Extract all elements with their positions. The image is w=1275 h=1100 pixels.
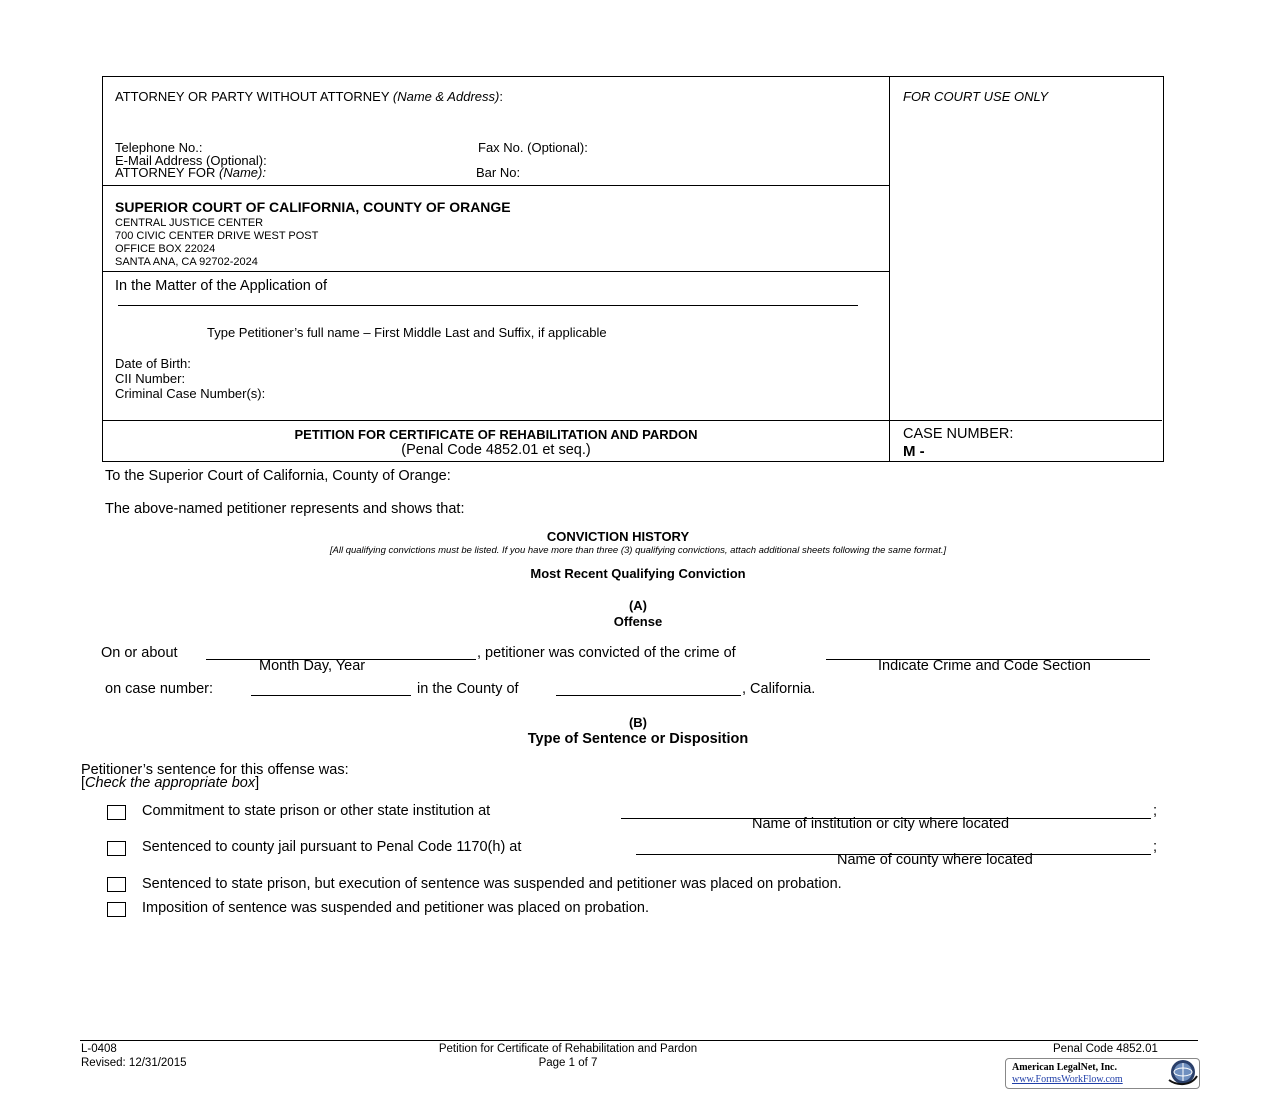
attorney-label: ATTORNEY OR PARTY WITHOUT ATTORNEY (Name & Address): (115, 89, 503, 104)
bar-no-label: Bar No: (476, 165, 521, 180)
probation-prison-checkbox[interactable] (107, 877, 126, 892)
court-address-line-3: OFFICE BOX 22024 (115, 243, 216, 255)
month-day-year-hint: Month Day, Year (259, 658, 366, 674)
fax-label: Fax No. (Optional): (478, 140, 588, 155)
petitioner-name-hint: Type Petitioner’s full name – First Middle Last and Suffix, if applicable (207, 325, 607, 340)
footer-form-no: L-0408 (81, 1043, 117, 1055)
to-court-text: To the Superior Court of California, County of Orange: (105, 468, 451, 484)
case-number-text: on case number: (105, 681, 214, 697)
california-text: , California. (742, 681, 816, 697)
county-jail-checkbox[interactable] (107, 841, 126, 856)
criminal-case-label: Criminal Case Number(s): (115, 386, 266, 401)
probation-prison-label: Sentenced to state prison, but execution of sentence was suspended and petitioner was placed on probation. (142, 876, 842, 892)
county-hint: Name of county where located (837, 852, 1033, 868)
commitment-label: Commitment to state prison or other state institution at (142, 803, 491, 819)
conviction-note: [All qualifying convictions must be listed. If you have more than three (3) qualifying convictions, attach additional sheets following the same format.] (329, 545, 947, 556)
telephone-label: Telephone No.: (115, 140, 203, 155)
on-or-about-label: On or about (101, 645, 178, 661)
petitioner-name-field[interactable] (118, 305, 858, 306)
caption-divider-1 (102, 185, 890, 186)
caption-divider-2 (102, 271, 890, 272)
case-number-field[interactable] (251, 695, 411, 696)
imposition-suspended-checkbox[interactable] (107, 902, 126, 917)
county-field[interactable] (556, 695, 741, 696)
logo-company-name: American LegalNet, Inc. (1012, 1062, 1117, 1073)
in-county-text: in the County of (417, 681, 519, 697)
conviction-heading: CONVICTION HISTORY (546, 529, 690, 544)
imposition-suspended-label: Imposition of sentence was suspended and petitioner was placed on probation. (142, 900, 650, 916)
american-legalnet-logo[interactable] (1005, 1058, 1200, 1089)
dob-label: Date of Birth: (115, 356, 191, 371)
section-a-label: (A) (628, 598, 648, 613)
sentence-intro: Petitioner’s sentence for this offense was: (81, 762, 349, 778)
caption-box (102, 76, 1164, 462)
footer-revised: Revised: 12/31/2015 (81, 1057, 187, 1069)
section-a-title: Offense (613, 614, 663, 629)
petition-title: PETITION FOR CERTIFICATE OF REHABILITATION AND PARDON (294, 427, 698, 442)
court-address-line-2: 700 CIVIC CENTER DRIVE WEST POST (115, 230, 319, 242)
email-label: E-Mail Address (Optional): (115, 153, 267, 168)
court-address-line-4: SANTA ANA, CA 92702-2024 (115, 256, 258, 268)
county-jail-label: Sentenced to county jail pursuant to Penal Code 1170(h) at (142, 839, 522, 855)
court-name: SUPERIOR COURT OF CALIFORNIA, COUNTY OF ORANGE (115, 199, 511, 215)
section-b-title: Type of Sentence or Disposition (527, 731, 749, 747)
footer-title: Petition for Certificate of Rehabilitation and Pardon (438, 1043, 698, 1055)
represents-text: The above-named petitioner represents and shows that: (105, 501, 465, 517)
matter-label: In the Matter of the Application of (115, 278, 327, 294)
commitment-checkbox[interactable] (107, 805, 126, 820)
footer-rule (80, 1040, 1198, 1041)
footer-penal-code: Penal Code 4852.01 (1053, 1043, 1158, 1055)
footer-page: Page 1 of 7 (538, 1057, 598, 1069)
court-use-label: FOR COURT USE ONLY (903, 89, 1049, 104)
cii-label: CII Number: (115, 371, 186, 386)
institution-hint: Name of institution or city where located (752, 816, 1010, 832)
semicolon-1: ; (1153, 803, 1158, 819)
attorney-for-label: ATTORNEY FOR (Name): (115, 165, 266, 180)
petition-subtitle: (Penal Code 4852.01 et seq.) (401, 442, 591, 458)
caption-vertical-divider (889, 76, 890, 461)
semicolon-2: ; (1153, 839, 1158, 855)
case-number-prefix: M - (903, 443, 925, 460)
globe-icon (1159, 1058, 1199, 1087)
court-address-line-1: CENTRAL JUSTICE CENTER (115, 217, 264, 229)
check-instruction: [Check the appropriate box] (81, 775, 260, 791)
indicate-crime-hint: Indicate Crime and Code Section (878, 658, 1091, 674)
convicted-of-label: , petitioner was convicted of the crime of (477, 645, 736, 661)
logo-url[interactable]: www.FormsWorkFlow.com (1012, 1074, 1123, 1085)
most-recent-heading: Most Recent Qualifying Conviction (530, 566, 746, 581)
section-b-label: (B) (628, 715, 648, 730)
case-number-label: CASE NUMBER: (903, 426, 1014, 442)
caption-divider-3 (102, 420, 1162, 421)
